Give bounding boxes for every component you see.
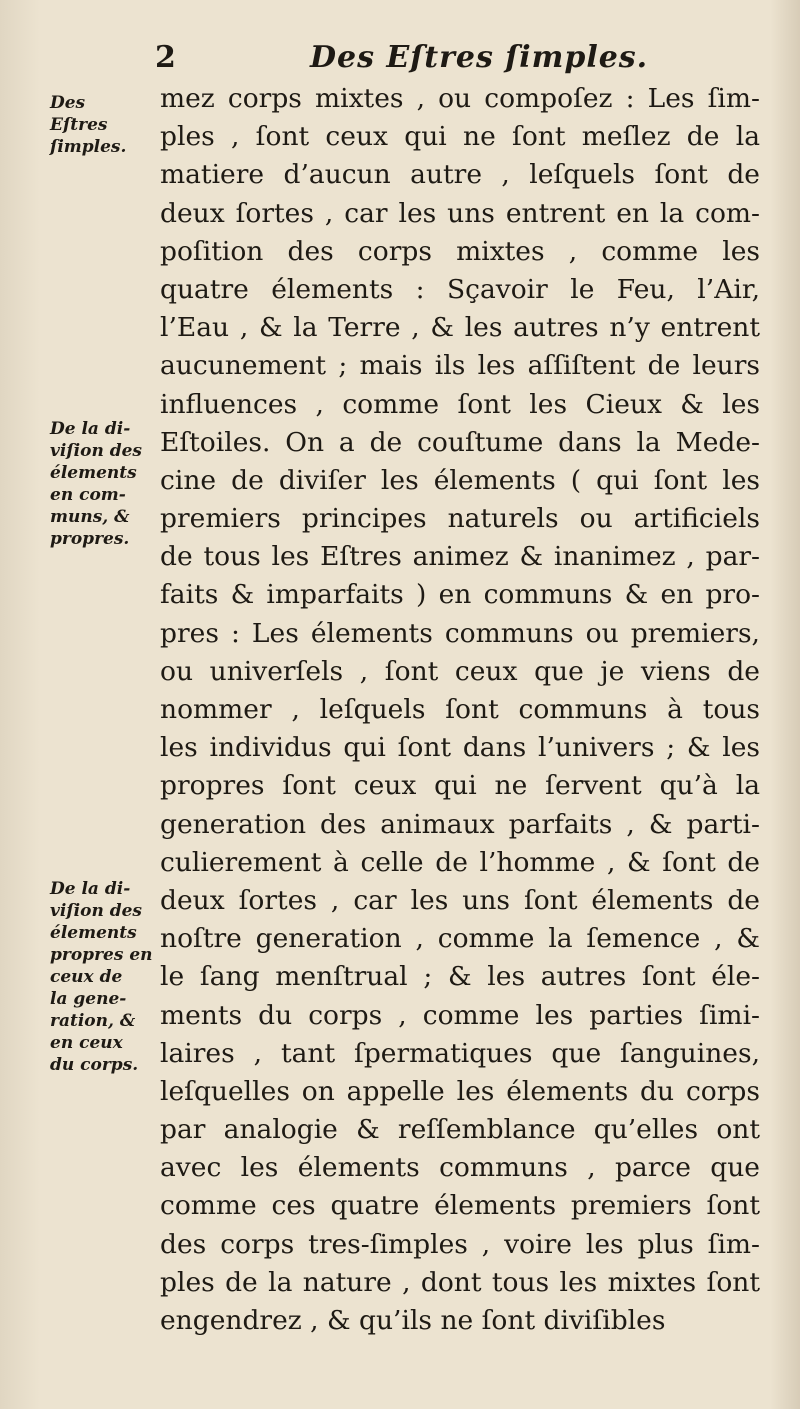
margin-note-simple-beings: Des Eſtres ſimples. <box>50 93 127 157</box>
text-line: pres : Les élements communs ou premiers, <box>160 617 760 649</box>
text-line: laires , tant ſpermatiques que ſanguines, <box>160 1037 760 1069</box>
text-line: mez corps mixtes , ou compoſez : Les ſim- <box>160 83 760 114</box>
text-line: influences , comme ſont les Cieux & les <box>160 388 760 420</box>
text-line: ou univerſels , ſont ceux que je viens de <box>160 655 760 687</box>
text-line: noſtre generation , comme la ſemence , & <box>160 923 760 955</box>
text-line: poſition des corps mixtes , comme les <box>160 235 760 267</box>
body-text <box>160 80 760 1340</box>
text-line: culierement à celle de l’homme , & ſont de <box>160 846 760 878</box>
text-line: cine de diviſer les élements ( qui ſont les <box>160 464 760 496</box>
text-line: engendrez , & qu’ils ne ſont diviſibles <box>160 1305 666 1336</box>
text-line: quatre élements : Sçavoir le Feu, l’Air, <box>160 273 760 305</box>
text-line: les individus qui ſont dans l’univers ; & les <box>160 732 760 764</box>
margin-note-proper-elements: De la di- viſion des élements propres en ceux de la gene- ration, & en ceux du corps. <box>50 879 153 1075</box>
text-line: Eſtoiles. On a de couſtume dans la Mede- <box>160 426 760 458</box>
text-line: aucunement ; mais ils les aſſiſtent de leurs <box>160 350 760 382</box>
text-line: l’Eau , & la Terre , & les autres n’y entrent <box>160 312 760 344</box>
text-line: deux ſortes , car les uns ſont élements de <box>160 884 760 916</box>
text-line: le ſang menſtrual ; & les autres ſont éle- <box>160 961 760 993</box>
text-line: avec les élements communs , parce que <box>160 1152 760 1184</box>
text-line: leſquelles on appelle les élements du corps <box>160 1075 760 1107</box>
text-line: propres ſont ceux qui ne ſervent qu’à la <box>160 770 760 802</box>
running-title: Des Eſtres ſimples. <box>310 40 649 75</box>
text-line: deux ſortes , car les uns entrent en la com- <box>160 197 760 229</box>
text-line: ments du corps , comme les parties ſimi- <box>160 999 760 1031</box>
page-header <box>150 40 649 80</box>
text-line: ples , ſont ceux qui ne ſont meſlez de la <box>160 121 760 153</box>
margin-note-division-elements: De la di- viſion des élements en com- muns, & propres. <box>50 419 142 549</box>
text-line: generation des animaux parfaits , & parti- <box>160 808 760 840</box>
text-line: des corps tres-ſimples , voire les plus ſim- <box>160 1228 760 1260</box>
text-line: de tous les Eſtres animez & inanimez , par- <box>160 541 760 573</box>
text-line: comme ces quatre élements premiers ſont <box>160 1190 760 1222</box>
text-line: nommer , leſquels ſont communs à tous <box>160 694 760 725</box>
text-line: faits & imparfaits ) en communs & en pro- <box>160 579 760 611</box>
text-line: ples de la nature , dont tous les mixtes ſont <box>160 1266 760 1298</box>
text-line: matiere d’aucun autre , leſquels ſont de <box>160 159 760 191</box>
text-line: par analogie & reſſemblance qu’elles ont <box>160 1114 760 1146</box>
text-line: premiers principes naturels ou artificiels <box>160 503 760 535</box>
page-number: 2 <box>155 40 176 75</box>
